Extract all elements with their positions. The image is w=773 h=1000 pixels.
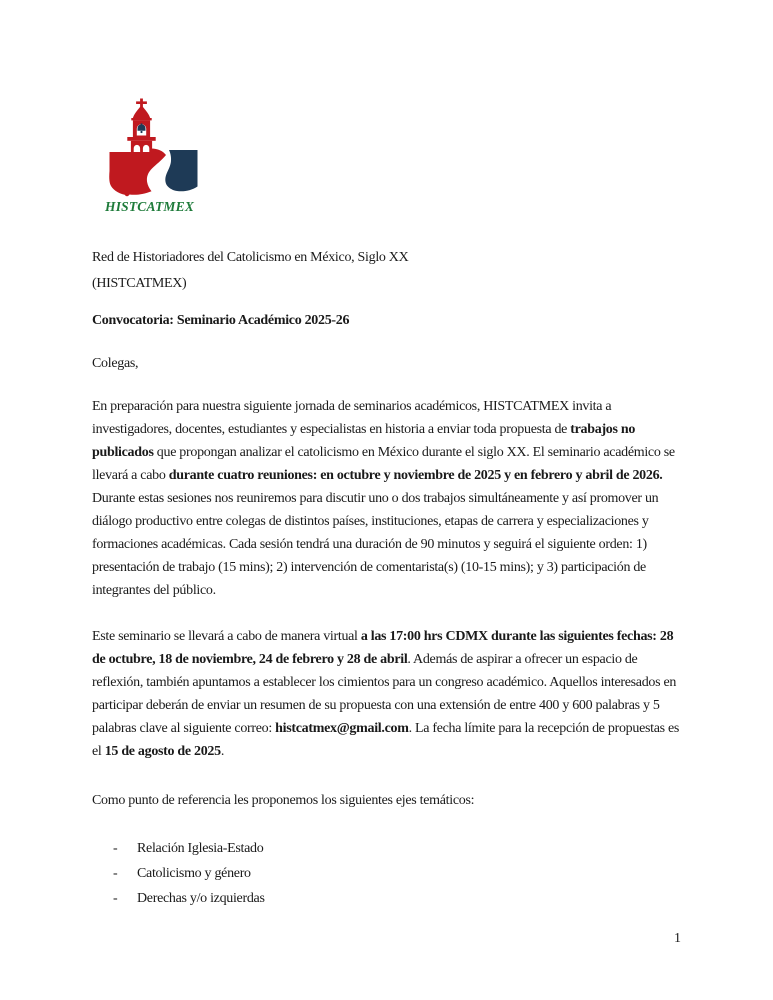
base-mass [109,149,166,197]
bullet-dash: - [113,841,118,856]
text-run: . Además de aspirar a ofrecer un espacio de reflexión, también apuntamos a establecer los cimientos para un congreso académico. Aquellos interesados en participar deberán de enviar un resumen de su propuesta con una extensión de entre 400 y 600 palabras y 5 palabras clave al siguiente correo: [92,652,677,736]
org-line-1: Red de Historiadores del Catolicismo en México, Siglo XX [92,250,409,265]
email-address: histcatmex@gmail.com [275,721,409,736]
bullet-dash: - [113,891,118,906]
paragraph-seminar-intro [92,395,681,602]
theme-label: Catolicismo y género [137,866,251,881]
text-run: Durante estas sesiones nos reuniremos para discutir uno o dos trabajos simultáneamente y así promover un diálogo productivo entre colegas de distintos países, instituciones, etapas de carrera y especializaciones y formaciones académicas. Cada sesión tendrá una duración de 90 minutos y seguirá el siguiente orden: 1) presentación de trabajo (15 mins); 2) intervención de comentarista(s) (10-15 mins); y 3) participación de integrantes del público. [92,491,659,598]
histcatmex-logo [105,98,201,215]
theme-list-item [92,836,681,861]
text-run: a las 17:00 hrs CDMX durante las siguientes fechas: 28 de octubre, 18 de noviembre, 24 de febrero y 28 de abril [92,629,674,667]
page-number: 1 [674,931,681,946]
paragraph-dates-submission [92,625,681,763]
deadline-date: 15 de agosto de 2025 [104,744,221,759]
text-run: Este seminario se llevará a cabo de manera virtual [92,629,361,644]
text-run: . [220,744,225,759]
theme-list-item [92,861,681,886]
bullet-dash: - [113,866,118,881]
road-navy-shape [165,150,197,191]
organization-name [92,245,681,297]
theme-label: Derechas y/o izquierdas [137,891,265,906]
church-tower-icon [109,99,166,197]
text-run: . La fecha límite para la recepción de propuestas es el [92,721,680,759]
logo-text: HISTCATMEX [105,199,195,214]
page-title: Convocatoria: Seminario Académico 2025-26 [92,313,350,328]
text-run: que propongan analizar el catolicismo en México durante el siglo XX. El seminario académico se llevará a cabo [92,445,675,483]
text-run: trabajos no publicados [92,422,636,460]
document-content [92,0,681,911]
theme-list-item [92,886,681,911]
org-line-2: (HISTCATMEX) [92,276,187,291]
theme-label: Relación Iglesia-Estado [137,841,264,856]
spire-icon [133,106,151,119]
themes-intro: Como punto de referencia les proponemos los siguientes ejes temáticos: [92,793,475,808]
text-run: durante cuatro reuniones: en octubre y noviembre de 2025 y en febrero y abril de 2026. [168,468,663,483]
histcatmex-logo-icon [105,98,201,198]
themes-list [92,836,681,911]
text-run: En preparación para nuestra siguiente jornada de seminarios académicos, HISTCATMEX invita a investigadores, docentes, estudiantes y especialistas en historia a enviar toda propuesta de [92,399,612,437]
salutation: Colegas, [92,356,139,371]
